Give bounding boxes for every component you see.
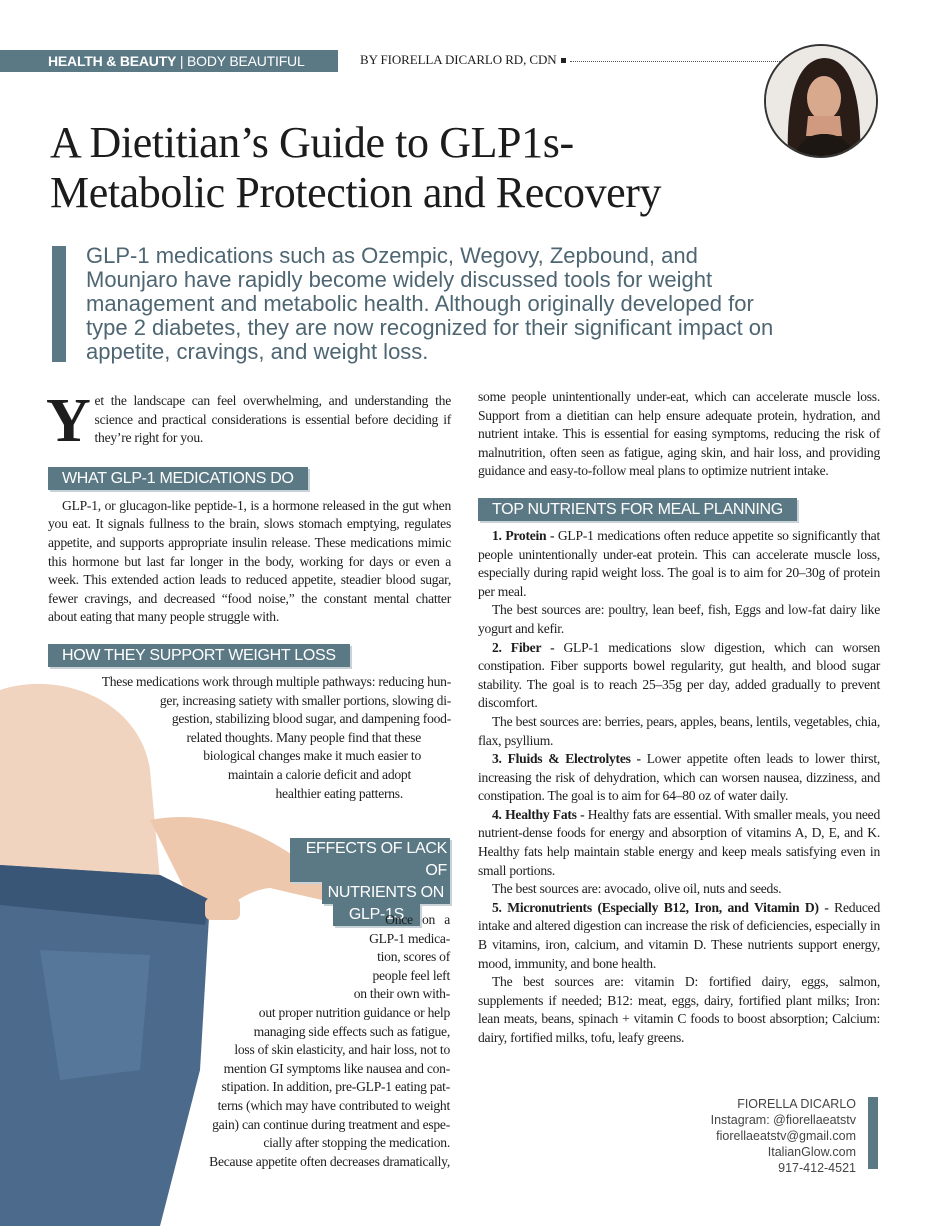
nutrient-text: GLP-1 medications slow digestion, which can worsen constipation. Fiber supports bowel regularity, gut health, and blood sugar stability. The goal is to reach 25–35g per day, added gradually to prevent discomfort. (478, 639, 880, 711)
byline-dotted-rule (570, 61, 780, 62)
text-line: ger, increasing satiety with smaller portions, slowing di- (159, 692, 451, 708)
heading-effects-line: NUTRIENTS ON (322, 882, 450, 904)
nutrient-sources: The best sources are: avocado, olive oil, nuts and seeds. (492, 881, 782, 897)
text-line: on their own with- (353, 986, 450, 1002)
nutrient-list (478, 527, 880, 1048)
nutrient-sources: The best sources are: berries, pears, apples, beans, lentils, vegetables, chia, flax, psyllium. (478, 713, 880, 748)
text-line: biological changes make it much easier to (203, 748, 421, 764)
section-subcategory: BODY BEAUTIFUL (187, 53, 305, 69)
nutrient-text: Reduced intake and altered digestion can increase the risk of deficiencies, especially in B vitamins, iron, calcium, and vitamin D. These nutrients support energy, mood, immunity, and bone health. (478, 899, 880, 971)
byline (360, 52, 780, 68)
nutrient-item (478, 527, 880, 601)
heading-top-nutrients: TOP NUTRIENTS FOR MEAL PLANNING (478, 498, 797, 521)
text-line: healthier eating patterns. (275, 785, 403, 801)
text-line: gestion, stabilizing blood sugar, and dampening food- (171, 711, 451, 727)
text-line: stipation. In addition, pre-GLP-1 eating pat- (221, 1079, 450, 1095)
author-photo (764, 44, 878, 158)
nutrient-label: 4. Healthy Fats - (492, 806, 585, 822)
nutrient-item (478, 806, 880, 880)
heading-effects-line: EFFECTS OF LACK OF (290, 838, 450, 882)
intro-text: et the landscape can feel overwhelming, and understanding the science and practical considerations is essential before deciding if they’re right for you. (94, 393, 451, 446)
nutrient-label: 3. Fluids & Electrolytes - (492, 751, 641, 767)
text-line: These medications work through multiple pathways: reducing hun- (101, 673, 451, 689)
article-title (50, 118, 661, 218)
text-line: maintain a calorie deficit and adopt (227, 766, 411, 782)
nutrient-sources: The best sources are: poultry, lean beef, fish, Eggs and low-fat dairy like yogurt and kefir. (478, 602, 880, 636)
text-line: mention GI symptoms like nausea and con- (223, 1060, 450, 1076)
deck-accent-bar (52, 246, 66, 362)
text-line: terns (which may have contributed to weight (217, 1097, 450, 1113)
nutrient-item (478, 639, 880, 713)
nutrient-text: Lower appetite often leads to lower thirst, increasing the risk of dehydration, which can worsen nausea, dizziness, and constipation. The goal is to aim for 64–80 oz of water daily. (478, 751, 880, 804)
contact-phone: 917-412-4521 (778, 1161, 856, 1175)
what-body: GLP-1, or glucagon-like peptide-1, is a hormone released in the gut when you eat. It signals fullness to the brain, slows stomach emptying, regulates appetite, and supports appropriate insulin release. These medications mimic this hormone but last far longer in the body, working for days or even a week. This extended action leads to reduced appetite, steadier blood sugar, fewer cravings, and decreased “food noise,” the constant mental chatter about eating that many people struggle with. (48, 497, 451, 625)
title-line-1: A Dietitian’s Guide to GLP1s- (50, 118, 574, 167)
intro-paragraph (46, 387, 451, 455)
nutrient-sources: The best sources are: vitamin D: fortified dairy, eggs, salmon, supplements if needed; B12: meat, eggs, dairy, fortified plant milks; Iron: lean meats, beans, spinach + vitamin C foods to boost absorption; Calcium: dairy, fortified milks, tofu, leafy greens. (478, 974, 880, 1045)
weight-loss-body (48, 673, 451, 803)
left-column (46, 387, 451, 803)
drop-cap: Y (46, 387, 91, 455)
section-category: HEALTH & BEAUTY (48, 53, 177, 69)
text-line: managing side effects such as fatigue, (253, 1023, 450, 1039)
contact-website[interactable]: ItalianGlow.com (767, 1145, 856, 1159)
nutrient-item (478, 750, 880, 806)
contact-accent-bar (868, 1097, 878, 1169)
text-line: related thoughts. Many people find that these (186, 729, 421, 745)
text-line: tion, scores of (377, 949, 450, 965)
effects-body (150, 911, 450, 1171)
nutrient-text: GLP-1 medications often reduce appetite so significantly that people unintentionally under-eat protein. This can accelerate muscle loss, especially during rapid weight loss. The goal is to aim for 20–30g of protein per meal. (478, 527, 880, 599)
section-separator: | (179, 53, 184, 69)
contact-email[interactable]: fiorellaeatstv@gmail.com (716, 1129, 856, 1143)
contact-instagram[interactable]: Instagram: @fiorellaeatstv (710, 1113, 856, 1127)
text-line: Once on a (385, 912, 450, 927)
text-line: people feel left (372, 967, 450, 983)
nutrient-text: Healthy fats are essential. With smaller meals, you need nutrient-dense foods for energy and absorption of vitamins A, D, E, and K. Healthy fats help maintain stable energy and keep meals satisfying even in small portions. (478, 806, 880, 878)
text-line: Because appetite often decreases dramatically, (209, 1153, 450, 1169)
heading-effects-line: GLP-1S (333, 904, 420, 926)
nutrient-item (478, 899, 880, 973)
section-band (0, 50, 338, 72)
heading-weight-loss: HOW THEY SUPPORT WEIGHT LOSS (48, 644, 350, 667)
text-line: GLP-1 medica- (369, 930, 450, 946)
right-column (478, 388, 880, 1048)
heading-what-glp1: WHAT GLP-1 MEDICATIONS DO (48, 467, 308, 490)
text-line: gain) can continue during treatment and espe- (212, 1116, 450, 1132)
text-line: cially after stopping the medication. (263, 1135, 450, 1151)
byline-square (561, 58, 566, 63)
title-line-2: Metabolic Protection and Recovery (50, 168, 662, 217)
nutrient-label: 5. Micronutrients (Especially B12, Iron, and Vitamin D) - (492, 899, 829, 915)
nutrient-label: 1. Protein - (492, 527, 555, 543)
byline-text: BY FIORELLA DICARLO RD, CDN (360, 52, 557, 67)
article-deck: GLP-1 medications such as Ozempic, Wegovy, Zepbound, and Mounjaro have rapidly become widely discussed tools for weight management and metabolic health. Although originally developed for type 2 diabetes, they are now recognized for their significant impact on appetite, cravings, and weight loss. (86, 243, 774, 364)
text-line: loss of skin elasticity, and hair loss, not to (234, 1042, 450, 1058)
contact-name: FIORELLA DICARLO (737, 1097, 856, 1111)
nutrient-label: 2. Fiber - (492, 639, 555, 655)
effects-continued: some people unintentionally under-eat, which can accelerate muscle loss. Support from a dietitian can help ensure adequate protein, hydration, and nutrient intake. This is essential for easing symptoms, reducing the risk of malnutrition, often seen as fatigue, aging skin, and hair loss, and providing guidance and easy-to-follow meal plans to optimize nutrient intake. (478, 389, 880, 479)
text-line: out proper nutrition guidance or help (258, 1004, 450, 1020)
author-contact (711, 1096, 856, 1176)
